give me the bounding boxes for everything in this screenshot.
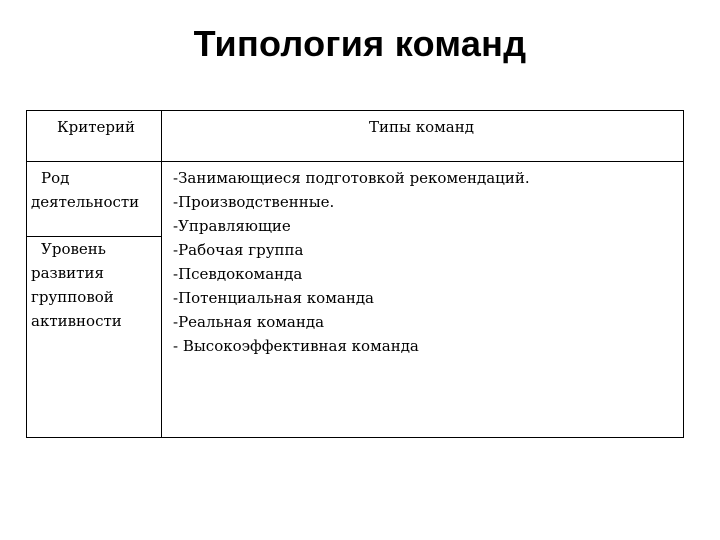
column-divider (161, 111, 162, 437)
typology-table (26, 110, 684, 438)
team-types-list (173, 166, 530, 358)
team-type-item: -Занимающиеся подготовкой рекомендаций. (173, 169, 530, 187)
criterion-level-line: групповой (31, 288, 114, 306)
team-type-item: -Потенциальная команда (173, 289, 374, 307)
header-types: Типы команд (369, 118, 474, 136)
criterion-activity-line: Род (41, 169, 70, 187)
criterion-activity (31, 166, 139, 214)
criterion-level-line: развития (31, 264, 104, 282)
team-type-item: - Высокоэффективная команда (173, 337, 419, 355)
header-criterion: Критерий (57, 118, 135, 136)
team-type-item: -Рабочая группа (173, 241, 304, 259)
team-type-item: -Псевдокоманда (173, 265, 303, 283)
header-divider (27, 161, 683, 162)
criterion-activity-line: деятельности (31, 193, 140, 211)
team-type-item: -Управляющие (173, 217, 291, 235)
criterion-level-line: Уровень (41, 240, 106, 258)
criterion-development-level (31, 237, 122, 333)
team-type-item: -Производственные. (173, 193, 335, 211)
criterion-level-line: активности (31, 312, 122, 330)
slide-title: Типология команд (193, 23, 527, 64)
team-type-item: -Реальная команда (173, 313, 325, 331)
